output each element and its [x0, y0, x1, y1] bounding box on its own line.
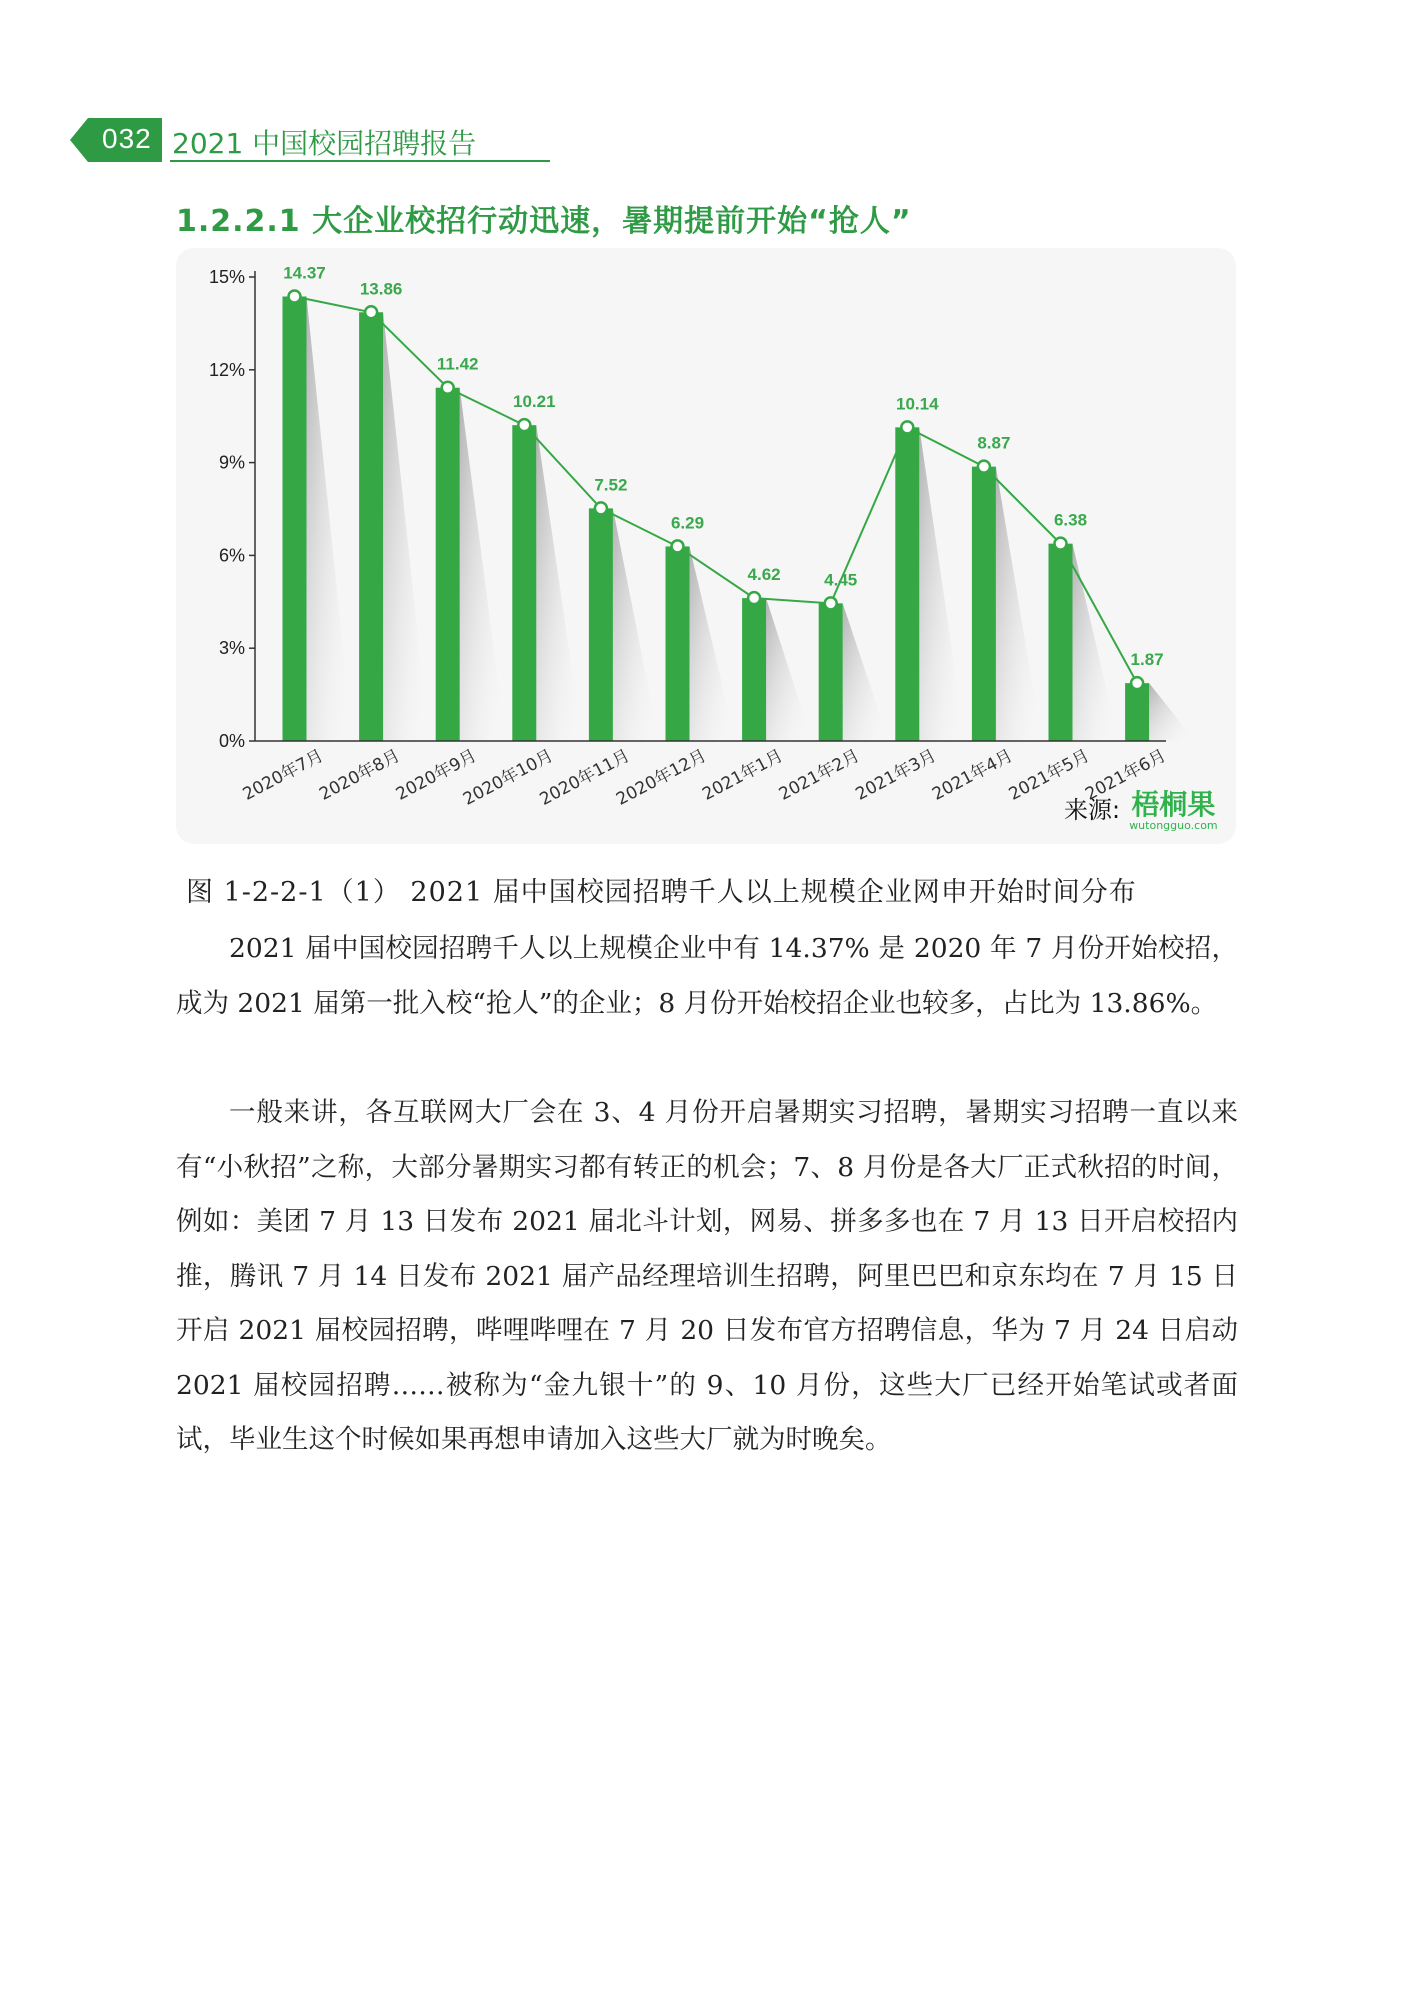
data-point — [825, 597, 837, 609]
bar — [1049, 544, 1073, 741]
bar — [666, 546, 690, 741]
data-label: 7.52 — [594, 475, 628, 495]
data-label: 10.14 — [896, 394, 939, 414]
data-point — [978, 461, 990, 473]
bar — [512, 425, 536, 741]
data-point — [518, 419, 530, 431]
y-tick-label: 15% — [208, 267, 245, 287]
x-tick-label: 2020年9月 — [392, 745, 481, 805]
y-tick-label: 12% — [208, 359, 245, 380]
x-tick-label: 2021年2月 — [775, 745, 864, 805]
data-label: 4.62 — [747, 565, 781, 585]
x-tick-label: 2021年1月 — [699, 745, 787, 805]
bar — [1125, 683, 1149, 741]
bar — [359, 312, 383, 741]
bar-shadow — [766, 598, 812, 741]
bar-shadow — [1149, 683, 1195, 741]
brand-logo — [1129, 790, 1217, 832]
header-underline — [170, 160, 550, 162]
data-point — [289, 290, 301, 302]
x-tick-label: 2020年12月 — [613, 745, 710, 810]
bar-shadow — [843, 603, 889, 741]
data-point — [365, 306, 377, 318]
data-label: 1.87 — [1130, 650, 1164, 670]
bar-shadow — [1073, 544, 1119, 741]
bar-shadow — [996, 467, 1042, 741]
bar — [972, 467, 996, 741]
data-point — [595, 502, 607, 514]
y-tick-label: 3% — [218, 638, 245, 659]
figure-caption: 图 1-2-2-1（1） 2021 届中国校园招聘千人以上规模企业网申开始时间分布 — [186, 877, 1137, 908]
source-label: 来源: — [1064, 796, 1121, 824]
page-number: 032 — [102, 123, 152, 154]
y-tick-label: 0% — [218, 731, 245, 751]
body-paragraph-2: 一般来讲，各互联网大厂会在 3、4 月份开启暑期实习招聘，暑期实习招聘一直以来有“小秋招”之称，大部分暑期实习都有转正的机会；7、8 月份是各大厂正式秋招的时间，例如：美团 7 月 13 日发布 2021 届北斗计划，网易、拼多多也在 7 月 13 日开启校招内推，腾讯 7 月 14 日发布 2021 届产品经理培训生招聘，阿里巴巴和京东均在 7 月 15 日开启 2021 届校园招聘，哔哩哔哩在 7 月 20 日发布官方招聘信息，华为 7 月 24 日启动 2021 届校园招聘……被称为“金九银十”的 9、10 月份，这些大厂已经开始笔试或者面试，毕业生这个时候如果再想申请加入这些大厂就为时晚矣。 — [176, 1097, 1238, 1455]
chart-panel — [176, 248, 1236, 844]
data-point — [748, 592, 760, 604]
data-label: 13.86 — [359, 279, 403, 299]
x-tick-label: 2021年3月 — [852, 745, 940, 805]
bar — [819, 603, 843, 741]
body-paragraph-1: 2021 届中国校园招聘千人以上规模企业中有 14.37% 是 2020 年 7 月份开始校招，成为 2021 届第一批入校“抢人”的企业；8 月份开始校招企业也较多，占比为 13.86%。 — [176, 933, 1238, 1019]
x-tick-label: 2020年8月 — [316, 745, 404, 805]
data-label: 10.21 — [513, 392, 556, 412]
data-point — [1055, 538, 1067, 550]
y-tick-label: 6% — [218, 545, 245, 566]
data-label: 8.87 — [977, 433, 1011, 453]
data-label: 6.29 — [670, 513, 705, 533]
chart-source — [1064, 790, 1218, 832]
bar-shadow — [919, 427, 965, 741]
data-label: 14.37 — [283, 263, 326, 283]
bar-shadow — [536, 425, 582, 741]
brand-name: 梧桐果 — [1131, 788, 1216, 821]
bar — [283, 296, 307, 741]
section-title: 1.2.2.1 大企业校招行动迅速，暑期提前开始“抢人” — [176, 204, 912, 239]
x-tick-label: 2020年11月 — [536, 745, 634, 810]
x-tick-label: 2021年6月 — [1082, 745, 1170, 805]
bar-shadow — [383, 312, 429, 741]
x-tick-label: 2020年10月 — [459, 745, 557, 810]
bar-chart — [176, 248, 1236, 844]
x-tick-label: 2020年7月 — [239, 745, 327, 805]
y-tick-label: 9% — [218, 452, 245, 473]
data-point — [442, 382, 454, 394]
data-label: 6.38 — [1053, 510, 1088, 530]
data-point — [1131, 677, 1143, 689]
brand-url: wutongguo.com — [1129, 819, 1218, 832]
x-tick-label: 2021年4月 — [929, 745, 1017, 805]
bar — [895, 427, 919, 741]
bar — [589, 508, 613, 741]
bar-shadow — [460, 388, 506, 741]
data-label: 11.42 — [436, 354, 479, 374]
report-title: 2021 中国校园招聘报告 — [172, 127, 477, 160]
x-tick-label: 2021年5月 — [1005, 745, 1093, 805]
data-point — [672, 540, 684, 552]
data-point — [901, 421, 913, 433]
bar — [436, 388, 460, 741]
bar — [742, 598, 766, 741]
bar-shadow — [613, 508, 659, 741]
bar-shadow — [307, 296, 353, 741]
data-label: 4.45 — [824, 570, 858, 590]
bar-shadow — [690, 546, 736, 741]
